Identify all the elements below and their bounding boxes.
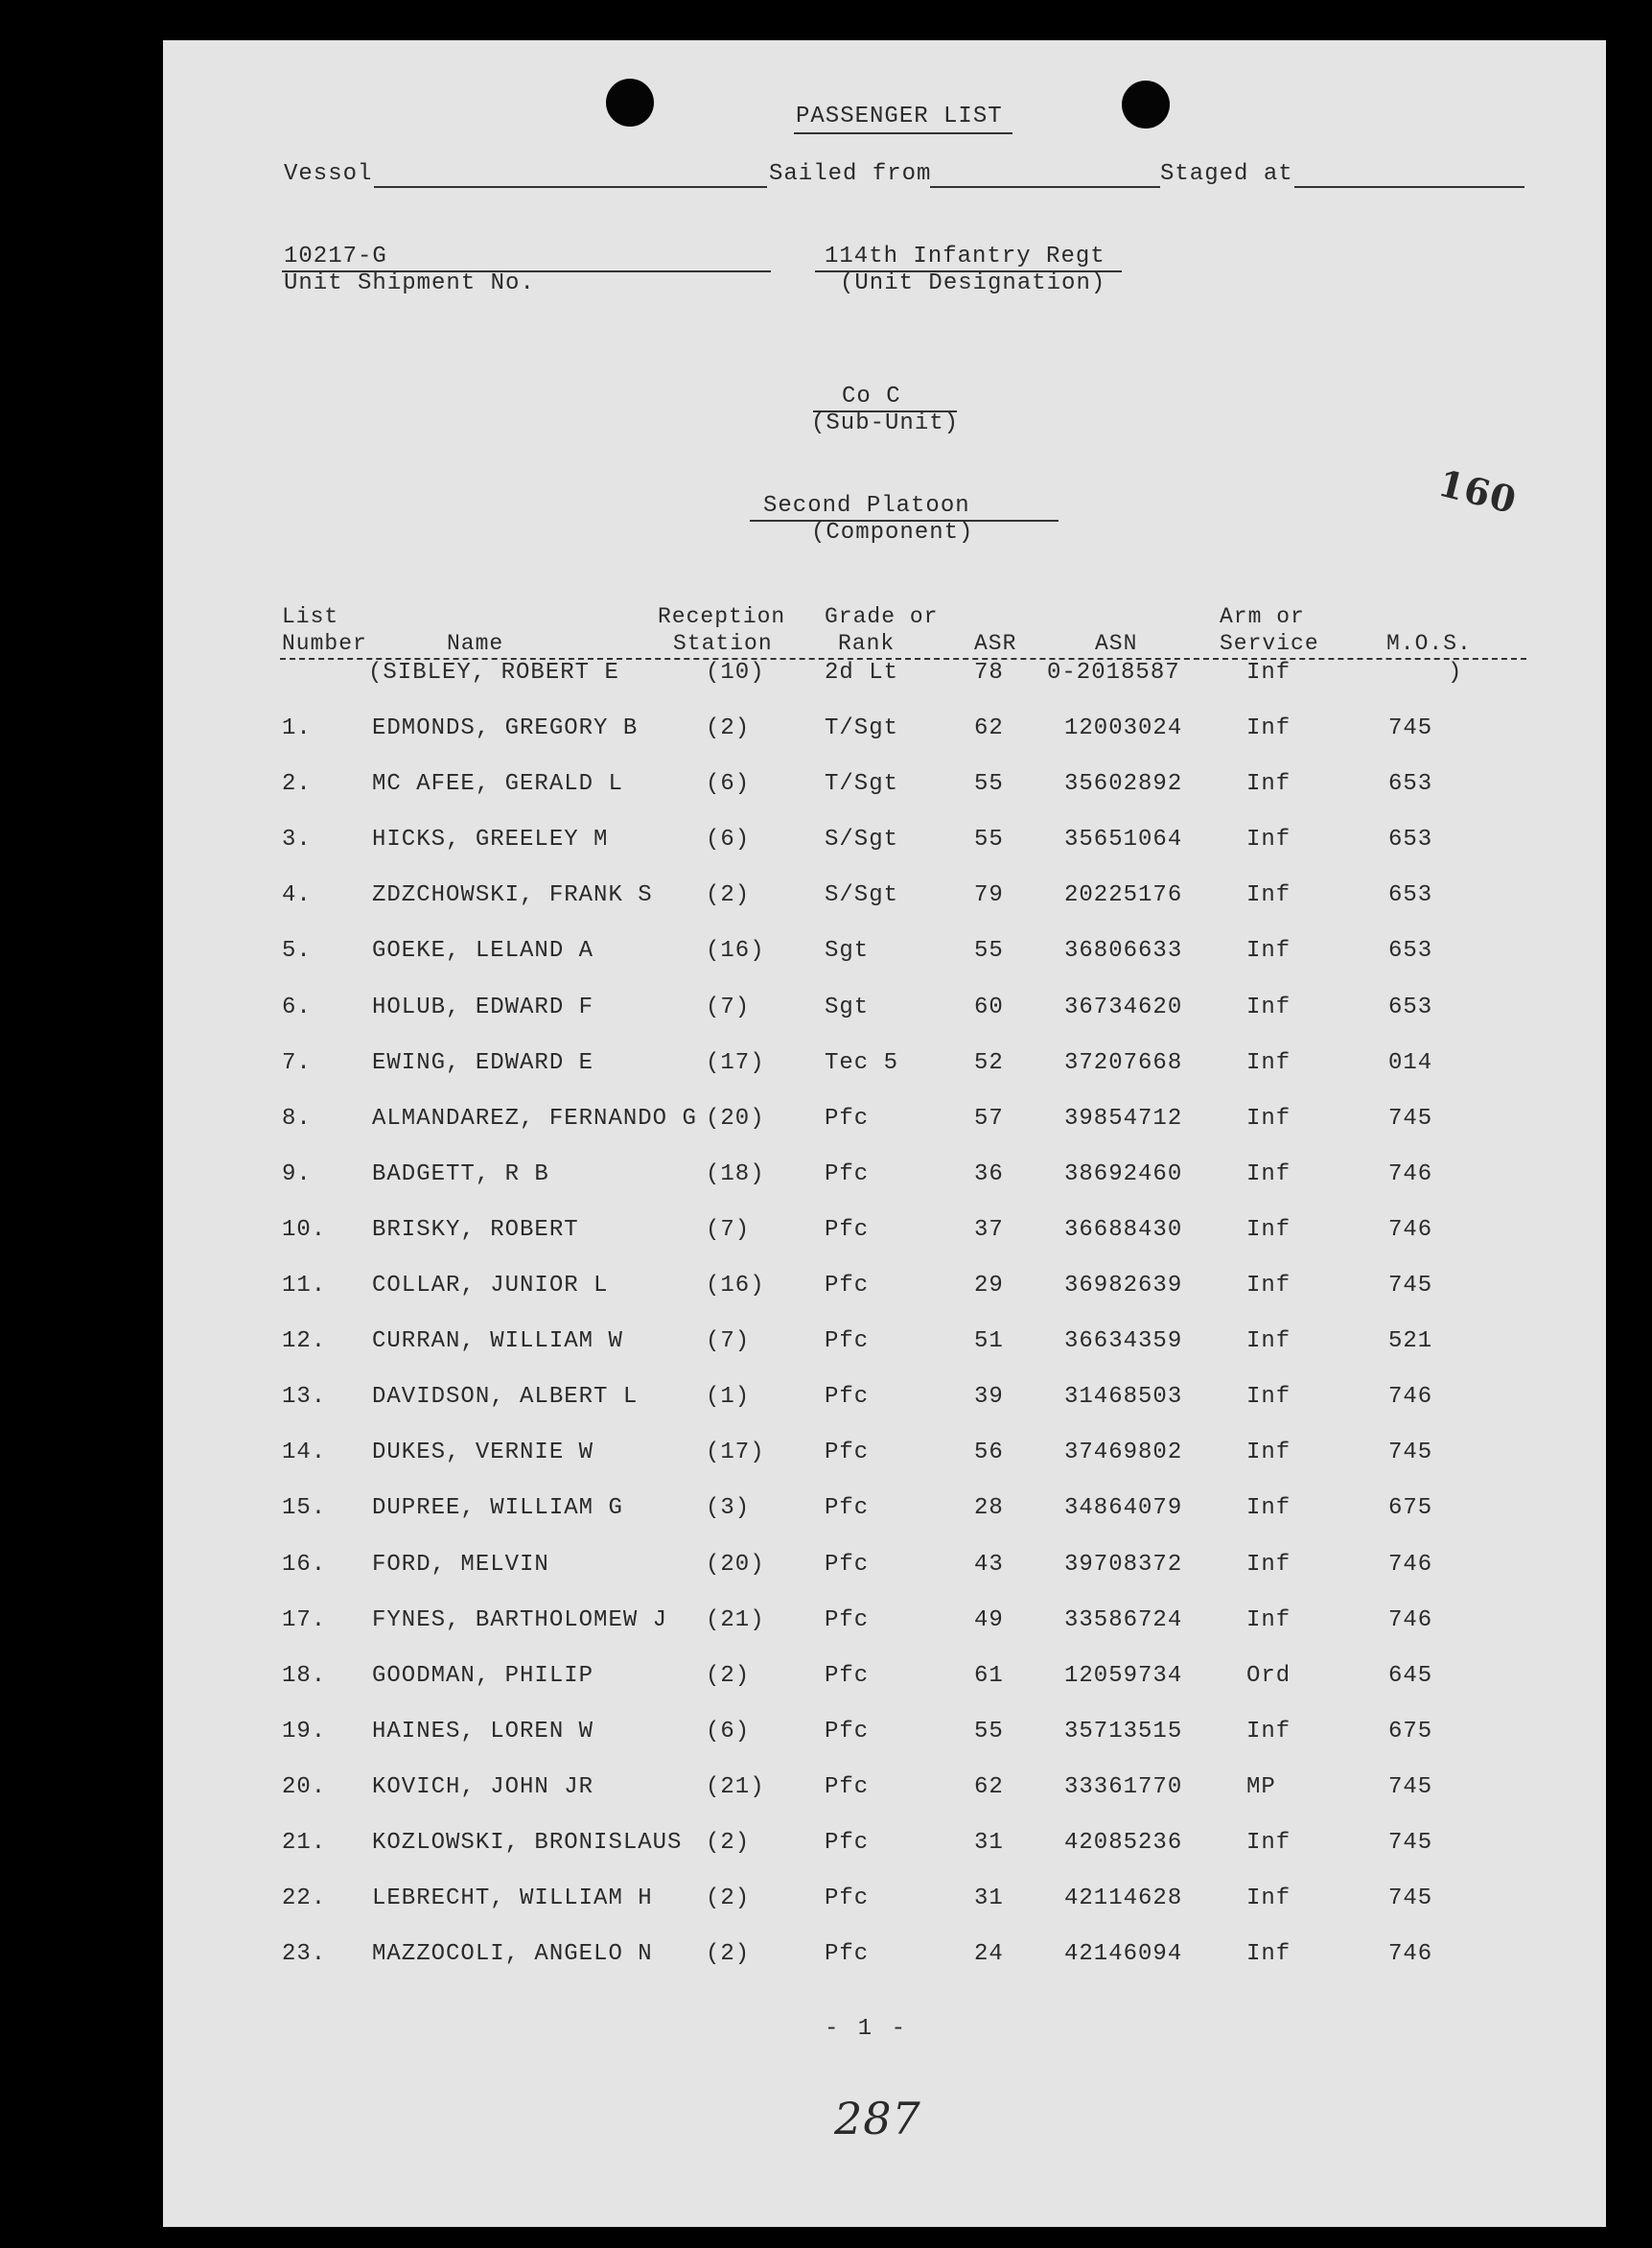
table-row	[163, 1106, 1606, 1144]
grade-rank: Pfc	[825, 1273, 870, 1299]
table-row	[163, 1217, 1606, 1255]
arm-service: Inf	[1246, 1495, 1291, 1522]
arm-service: Ord	[1246, 1662, 1291, 1689]
document-title: PASSENGER LIST	[796, 104, 1003, 129]
table-row	[163, 1440, 1606, 1478]
staged-at-blank	[1294, 186, 1524, 188]
asr-score: 79	[974, 882, 1004, 909]
list-number: 22.	[282, 1885, 327, 1912]
table-row	[163, 1663, 1606, 1701]
asr-score: 55	[974, 1718, 1004, 1745]
grade-rank: Pfc	[825, 1160, 870, 1187]
asn-number: 20225176	[1064, 882, 1183, 909]
asr-score: 62	[974, 1773, 1004, 1800]
list-number: 20.	[282, 1773, 327, 1800]
mos-code: 746	[1388, 1216, 1433, 1243]
table-row	[163, 882, 1606, 921]
list-number: 12.	[282, 1328, 327, 1355]
list-number: 21.	[282, 1830, 327, 1856]
table-row	[163, 1273, 1606, 1311]
asn-number: 37469802	[1064, 1440, 1183, 1466]
arm-service: Inf	[1246, 1941, 1291, 1968]
arm-service: Inf	[1246, 1885, 1291, 1912]
asr-score: 36	[974, 1160, 1004, 1187]
list-number: 10.	[282, 1216, 327, 1243]
list-number: 14.	[282, 1440, 327, 1466]
arm-service: Inf	[1246, 771, 1291, 798]
mos-code: 746	[1388, 1160, 1433, 1187]
grade-rank: T/Sgt	[825, 771, 899, 798]
header-rank: Rank	[838, 631, 896, 656]
header-list: List	[282, 604, 339, 629]
reception-station: (3)	[706, 1495, 751, 1522]
asn-number: 39708372	[1064, 1551, 1183, 1578]
asr-score: 31	[974, 1885, 1004, 1912]
mos-code: 653	[1388, 994, 1433, 1020]
reception-station: (7)	[706, 994, 751, 1020]
table-row	[163, 1161, 1606, 1200]
vessel-blank	[374, 186, 767, 188]
asn-number: 34864079	[1064, 1495, 1183, 1522]
table-row	[163, 1830, 1606, 1868]
header-reception: Reception	[658, 604, 786, 629]
grade-rank: Pfc	[825, 1662, 870, 1689]
asn-number: 42085236	[1064, 1830, 1183, 1856]
officer-name: (SIBLEY, ROBERT E	[368, 660, 619, 686]
passenger-name: EWING, EDWARD E	[372, 1049, 594, 1076]
mos-code: 746	[1388, 1384, 1433, 1411]
passenger-name: FORD, MELVIN	[372, 1551, 549, 1578]
officer-arm: Inf	[1246, 660, 1291, 686]
reception-station: (7)	[706, 1216, 751, 1243]
asn-number: 36634359	[1064, 1328, 1183, 1355]
asr-score: 52	[974, 1049, 1004, 1076]
asr-score: 60	[974, 994, 1004, 1020]
grade-rank: Pfc	[825, 1495, 870, 1522]
reception-station: (2)	[706, 1941, 751, 1968]
arm-service: MP	[1246, 1773, 1276, 1800]
list-number: 5.	[282, 938, 312, 965]
stamp-number: 160	[1433, 460, 1522, 523]
mos-code: 745	[1388, 1105, 1433, 1132]
title-underline	[794, 132, 1012, 134]
sub-unit-value: Co C	[842, 384, 901, 410]
list-number: 2.	[282, 771, 312, 798]
vessel-label: Vessol	[284, 161, 373, 187]
arm-service: Inf	[1246, 1105, 1291, 1132]
grade-rank: Pfc	[825, 1941, 870, 1968]
asr-score: 28	[974, 1495, 1004, 1522]
arm-service: Inf	[1246, 1216, 1291, 1243]
asr-score: 55	[974, 827, 1004, 854]
passenger-name: MAZZOCOLI, ANGELO N	[372, 1941, 653, 1968]
mos-code: 746	[1388, 1941, 1433, 1968]
list-number: 16.	[282, 1551, 327, 1578]
punch-hole-right	[1122, 81, 1170, 129]
reception-station: (6)	[706, 771, 751, 798]
reception-station: (2)	[706, 715, 751, 741]
reception-station: (17)	[706, 1049, 765, 1076]
list-number: 3.	[282, 827, 312, 854]
mos-code: 645	[1388, 1662, 1433, 1689]
table-row	[163, 1495, 1606, 1534]
asr-score: 57	[974, 1105, 1004, 1132]
shipment-number-label: Unit Shipment No.	[284, 270, 535, 296]
table-row	[163, 1050, 1606, 1089]
list-number: 11.	[282, 1273, 327, 1299]
table-row	[163, 1607, 1606, 1646]
passenger-name: ZDZCHOWSKI, FRANK S	[372, 882, 653, 909]
reception-station: (2)	[706, 1830, 751, 1856]
grade-rank: Pfc	[825, 1830, 870, 1856]
mos-code: 745	[1388, 715, 1433, 741]
table-row	[163, 1384, 1606, 1422]
passenger-name: DUPREE, WILLIAM G	[372, 1495, 623, 1522]
mos-code: 653	[1388, 771, 1433, 798]
reception-station: (2)	[706, 1885, 751, 1912]
mos-code: 521	[1388, 1328, 1433, 1355]
mos-code: 745	[1388, 1440, 1433, 1466]
asr-score: 43	[974, 1551, 1004, 1578]
table-row	[163, 995, 1606, 1033]
list-number: 13.	[282, 1384, 327, 1411]
asn-number: 35713515	[1064, 1718, 1183, 1745]
asr-score: 49	[974, 1606, 1004, 1633]
asn-number: 35602892	[1064, 771, 1183, 798]
shipment-number-value: 10217-G	[284, 244, 387, 269]
reception-station: (21)	[706, 1773, 765, 1800]
reception-station: (6)	[706, 1718, 751, 1745]
reception-station: (20)	[706, 1551, 765, 1578]
asr-score: 62	[974, 715, 1004, 741]
passenger-name: MC AFEE, GERALD L	[372, 771, 623, 798]
mos-code: 745	[1388, 1830, 1433, 1856]
passenger-name: ALMANDAREZ, FERNANDO G	[372, 1105, 697, 1132]
mos-code: 675	[1388, 1495, 1433, 1522]
asr-score: 24	[974, 1941, 1004, 1968]
unit-designation-label: (Unit Designation)	[840, 270, 1106, 296]
document-page	[163, 40, 1606, 2227]
grade-rank: Pfc	[825, 1606, 870, 1633]
list-number: 4.	[282, 882, 312, 909]
list-number: 18.	[282, 1662, 327, 1689]
header-station: Station	[673, 631, 773, 656]
page-number: - 1 -	[825, 2016, 909, 2042]
grade-rank: Pfc	[825, 1885, 870, 1912]
passenger-name: GOODMAN, PHILIP	[372, 1662, 594, 1689]
asr-score: 51	[974, 1328, 1004, 1355]
table-row	[163, 771, 1606, 809]
passenger-name: DAVIDSON, ALBERT L	[372, 1384, 639, 1411]
table-row	[163, 1552, 1606, 1590]
mos-code: 745	[1388, 1773, 1433, 1800]
arm-service: Inf	[1246, 882, 1291, 909]
arm-service: Inf	[1246, 1718, 1291, 1745]
table-row	[163, 827, 1606, 865]
grade-rank: Pfc	[825, 1384, 870, 1411]
arm-service: Inf	[1246, 994, 1291, 1020]
list-number: 23.	[282, 1941, 327, 1968]
header-asn: ASN	[1095, 631, 1138, 656]
mos-code: 745	[1388, 1885, 1433, 1912]
header-name: Name	[447, 631, 504, 656]
asr-score: 56	[974, 1440, 1004, 1466]
grade-rank: S/Sgt	[825, 827, 899, 854]
header-mos: M.O.S.	[1386, 631, 1472, 656]
header-asr: ASR	[974, 631, 1017, 656]
arm-service: Inf	[1246, 1328, 1291, 1355]
grade-rank: T/Sgt	[825, 715, 899, 741]
grade-rank: Sgt	[825, 994, 870, 1020]
table-row	[163, 715, 1606, 754]
grade-rank: Tec 5	[825, 1049, 899, 1076]
list-number: 8.	[282, 1105, 312, 1132]
asn-number: 35651064	[1064, 827, 1183, 854]
asn-number: 33586724	[1064, 1606, 1183, 1633]
arm-service: Inf	[1246, 938, 1291, 965]
reception-station: (17)	[706, 1440, 765, 1466]
reception-station: (18)	[706, 1160, 765, 1187]
passenger-name: KOZLOWSKI, BRONISLAUS	[372, 1830, 683, 1856]
asn-number: 38692460	[1064, 1160, 1183, 1187]
header-number: Number	[282, 631, 367, 656]
table-row	[163, 1719, 1606, 1757]
reception-station: (2)	[706, 1662, 751, 1689]
grade-rank: Pfc	[825, 1773, 870, 1800]
passenger-name: EDMONDS, GREGORY B	[372, 715, 639, 741]
asn-number: 36806633	[1064, 938, 1183, 965]
arm-service: Inf	[1246, 1160, 1291, 1187]
passenger-name: GOEKE, LELAND A	[372, 938, 594, 965]
asn-number: 36982639	[1064, 1273, 1183, 1299]
arm-service: Inf	[1246, 715, 1291, 741]
grade-rank: Pfc	[825, 1216, 870, 1243]
asn-number: 12059734	[1064, 1662, 1183, 1689]
table-row	[163, 1941, 1606, 1979]
table-row	[163, 1328, 1606, 1367]
mos-code: 746	[1388, 1551, 1433, 1578]
punch-hole-left	[606, 79, 654, 127]
asr-score: 37	[974, 1216, 1004, 1243]
arm-service: Inf	[1246, 1273, 1291, 1299]
table-row	[163, 938, 1606, 976]
list-number: 17.	[282, 1606, 327, 1633]
officer-asr: 78	[974, 660, 1004, 686]
asr-score: 55	[974, 938, 1004, 965]
arm-service: Inf	[1246, 1049, 1291, 1076]
arm-service: Inf	[1246, 1384, 1291, 1411]
asr-score: 31	[974, 1830, 1004, 1856]
passenger-name: KOVICH, JOHN JR	[372, 1773, 594, 1800]
passenger-name: DUKES, VERNIE W	[372, 1440, 594, 1466]
staged-at-label: Staged at	[1160, 161, 1293, 187]
grade-rank: Pfc	[825, 1328, 870, 1355]
list-number: 6.	[282, 994, 312, 1020]
grade-rank: Pfc	[825, 1440, 870, 1466]
officer-station: (10)	[706, 660, 765, 686]
unit-designation-value: 114th Infantry Regt	[825, 244, 1105, 269]
passenger-name: COLLAR, JUNIOR L	[372, 1273, 609, 1299]
grade-rank: Pfc	[825, 1718, 870, 1745]
grade-rank: Pfc	[825, 1105, 870, 1132]
passenger-name: BADGETT, R B	[372, 1160, 549, 1187]
grade-rank: S/Sgt	[825, 882, 899, 909]
arm-service: Inf	[1246, 1606, 1291, 1633]
mos-code: 675	[1388, 1718, 1433, 1745]
passenger-name: HOLUB, EDWARD F	[372, 994, 594, 1020]
list-number: 15.	[282, 1495, 327, 1522]
reception-station: (21)	[706, 1606, 765, 1633]
officer-row	[163, 660, 1606, 698]
asn-number: 37207668	[1064, 1049, 1183, 1076]
handwritten-number: 287	[834, 2093, 921, 2144]
component-value: Second Platoon	[763, 493, 970, 519]
reception-station: (20)	[706, 1105, 765, 1132]
passenger-name: CURRAN, WILLIAM W	[372, 1328, 623, 1355]
asr-score: 39	[974, 1384, 1004, 1411]
reception-station: (7)	[706, 1328, 751, 1355]
passenger-name: HAINES, LOREN W	[372, 1718, 594, 1745]
asn-number: 42146094	[1064, 1941, 1183, 1968]
asn-number: 12003024	[1064, 715, 1183, 741]
mos-code: 014	[1388, 1049, 1433, 1076]
asr-score: 29	[974, 1273, 1004, 1299]
reception-station: (6)	[706, 827, 751, 854]
officer-grade: 2d Lt	[825, 660, 899, 686]
officer-asn: 0-2018587	[1047, 660, 1180, 686]
arm-service: Inf	[1246, 827, 1291, 854]
table-row	[163, 1885, 1606, 1924]
asn-number: 36734620	[1064, 994, 1183, 1020]
arm-service: Inf	[1246, 1551, 1291, 1578]
asr-score: 55	[974, 771, 1004, 798]
reception-station: (16)	[706, 1273, 765, 1299]
header-service: Service	[1220, 631, 1319, 656]
list-number: 9.	[282, 1160, 312, 1187]
passenger-name: LEBRECHT, WILLIAM H	[372, 1885, 653, 1912]
reception-station: (16)	[706, 938, 765, 965]
arm-service: Inf	[1246, 1440, 1291, 1466]
asn-number: 39854712	[1064, 1105, 1183, 1132]
asr-score: 61	[974, 1662, 1004, 1689]
list-number: 1.	[282, 715, 312, 741]
component-label: (Component)	[811, 520, 974, 546]
asn-number: 42114628	[1064, 1885, 1183, 1912]
asn-number: 31468503	[1064, 1384, 1183, 1411]
header-grade: Grade or	[825, 604, 939, 629]
asn-number: 36688430	[1064, 1216, 1183, 1243]
sailed-from-blank	[930, 186, 1160, 188]
passenger-name: BRISKY, ROBERT	[372, 1216, 579, 1243]
grade-rank: Sgt	[825, 938, 870, 965]
sailed-from-label: Sailed from	[769, 161, 932, 187]
header-arm: Arm or	[1220, 604, 1305, 629]
mos-code: 653	[1388, 827, 1433, 854]
mos-code: 746	[1388, 1606, 1433, 1633]
reception-station: (2)	[706, 882, 751, 909]
mos-code: 653	[1388, 938, 1433, 965]
passenger-name: FYNES, BARTHOLOMEW J	[372, 1606, 668, 1633]
grade-rank: Pfc	[825, 1551, 870, 1578]
list-number: 7.	[282, 1049, 312, 1076]
mos-code: 745	[1388, 1273, 1433, 1299]
arm-service: Inf	[1246, 1830, 1291, 1856]
officer-mos: )	[1448, 660, 1463, 686]
table-row	[163, 1774, 1606, 1813]
list-number: 19.	[282, 1718, 327, 1745]
sub-unit-label: (Sub-Unit)	[811, 410, 960, 436]
asn-number: 33361770	[1064, 1773, 1183, 1800]
mos-code: 653	[1388, 882, 1433, 909]
passenger-name: HICKS, GREELEY M	[372, 827, 609, 854]
reception-station: (1)	[706, 1384, 751, 1411]
